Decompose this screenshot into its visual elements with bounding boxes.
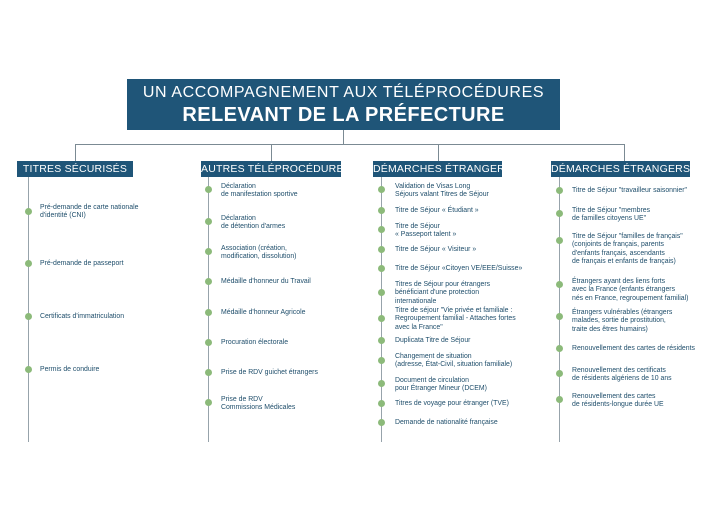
list-item: Titre de Séjour "travailleur saisonnier" [572,187,687,194]
bullet-dot [378,380,385,387]
list-item: Titres de voyage pour étranger (TVE) [395,400,509,407]
list-item: Titre de Séjour "familles de français" (conjoints de français, parents d'enfants français, ascendants de français et enfants de français) [572,233,683,266]
bullet-dot [378,400,385,407]
column-header-autres-teleprocedures: AUTRES TÉLÉPROCÉDURES [201,163,351,175]
list-item: Titre de Séjour « Visiteur » [395,246,477,253]
bullet-dot [205,248,212,255]
bullet-dot [378,186,385,193]
bullet-dot [205,186,212,193]
bullet-dot [556,345,563,352]
list-item: Renouvellement des certificats de résidents algériens de 10 ans [572,367,672,383]
bullet-dot [378,265,385,272]
list-item: Titre de Séjour « Étudiant » [395,207,479,214]
list-item: Validation de Visas Long Séjours valant Titres de Séjour [395,183,489,199]
bullet-dot [378,246,385,253]
bullet-dot [378,357,385,364]
bullet-dot [205,339,212,346]
column-header-titres-securises: TITRES SÉCURISÉS [17,161,133,177]
list-item: Étrangers ayant des liens forts avec la France (enfants étrangers nés en France, regroupement familial) [572,278,689,302]
main-title-box [127,79,560,130]
list-item: Médaille d'honneur Agricole [221,309,306,316]
horizontal-connector [75,144,624,145]
bullet-dot [556,210,563,217]
bullet-dot [378,315,385,322]
bullet-dot [378,337,385,344]
bullet-dot [205,399,212,406]
list-item: Prise de RDV Commissions Médicales [221,396,296,412]
list-item: Demande de nationalité française [395,419,498,426]
list-item: Certificats d'immatriculation [40,313,125,320]
list-item: Procuration électorale [221,339,289,346]
list-item: Titre de séjour "Vie privée et familiale : Regroupement familial - Attaches fortes avec la France" [395,307,516,331]
list-item: Déclaration de manifestation sportive [221,183,298,199]
list-item: Renouvellement des cartes de résidents [572,345,695,352]
bullet-dot [378,207,385,214]
bullet-dot [556,370,563,377]
trunk-connector [343,130,344,144]
list-item: Titres de Séjour pour étrangers bénéficiant d'une protection internationale [395,281,491,305]
column-header-demarches-etrangers-1: DÉMARCHES ÉTRANGERS [373,163,513,175]
list-item: Pré-demande de passeport [40,260,124,267]
list-item: Duplicata Titre de Séjour [395,337,471,344]
bullet-dot [556,237,563,244]
bullet-dot [556,281,563,288]
bullet-dot [205,218,212,225]
bullet-dot [25,313,32,320]
bullet-dot [205,369,212,376]
branch-connector-1 [75,144,76,161]
list-item: Déclaration de détention d'armes [221,215,286,231]
column-line-1 [28,177,29,442]
list-item: Document de circulation pour Étranger Mineur (DCEM) [395,377,487,393]
branch-connector-2 [271,144,272,161]
list-item: Titre de Séjour "membres de familles citoyens UE" [572,207,651,223]
list-item: Prise de RDV guichet étrangers [221,369,318,376]
list-item: Changement de situation (adresse, État-Civil, situation familiale) [395,353,513,369]
list-item: Pré-demande de carte nationale d'identité (CNI) [40,204,139,220]
bullet-dot [25,260,32,267]
bullet-dot [556,396,563,403]
bullet-dot [378,419,385,426]
bullet-dot [205,278,212,285]
list-item: Titre de Séjour « Passeport talent » [395,223,457,239]
bullet-dot [378,289,385,296]
bullet-dot [205,309,212,316]
main-title-line1: UN ACCOMPAGNEMENT AUX TÉLÉPROCÉDURES [142,84,545,101]
bullet-dot [556,313,563,320]
list-item: Renouvellement des cartes de résidents-longue durée UE [572,393,664,409]
list-item: Permis de conduire [40,366,100,373]
bullet-dot [556,187,563,194]
list-item: Étrangers vulnérables (étrangers malades, sortie de prostitution, traite des êtres humains) [572,309,673,333]
list-item: Médaille d'honneur du Travail [221,278,311,285]
branch-connector-4 [624,144,625,161]
branch-connector-3 [438,144,439,161]
list-item: Titre de Séjour «Citoyen VE/EEE/Suisse» [395,265,523,272]
bullet-dot [25,208,32,215]
column-header-demarches-etrangers-2: DÉMARCHES ÉTRANGERS [551,163,691,175]
bullet-dot [378,226,385,233]
list-item: Association (création, modification, dissolution) [221,245,297,261]
main-title-line2: RELEVANT DE LA PRÉFECTURE [182,104,505,126]
bullet-dot [25,366,32,373]
